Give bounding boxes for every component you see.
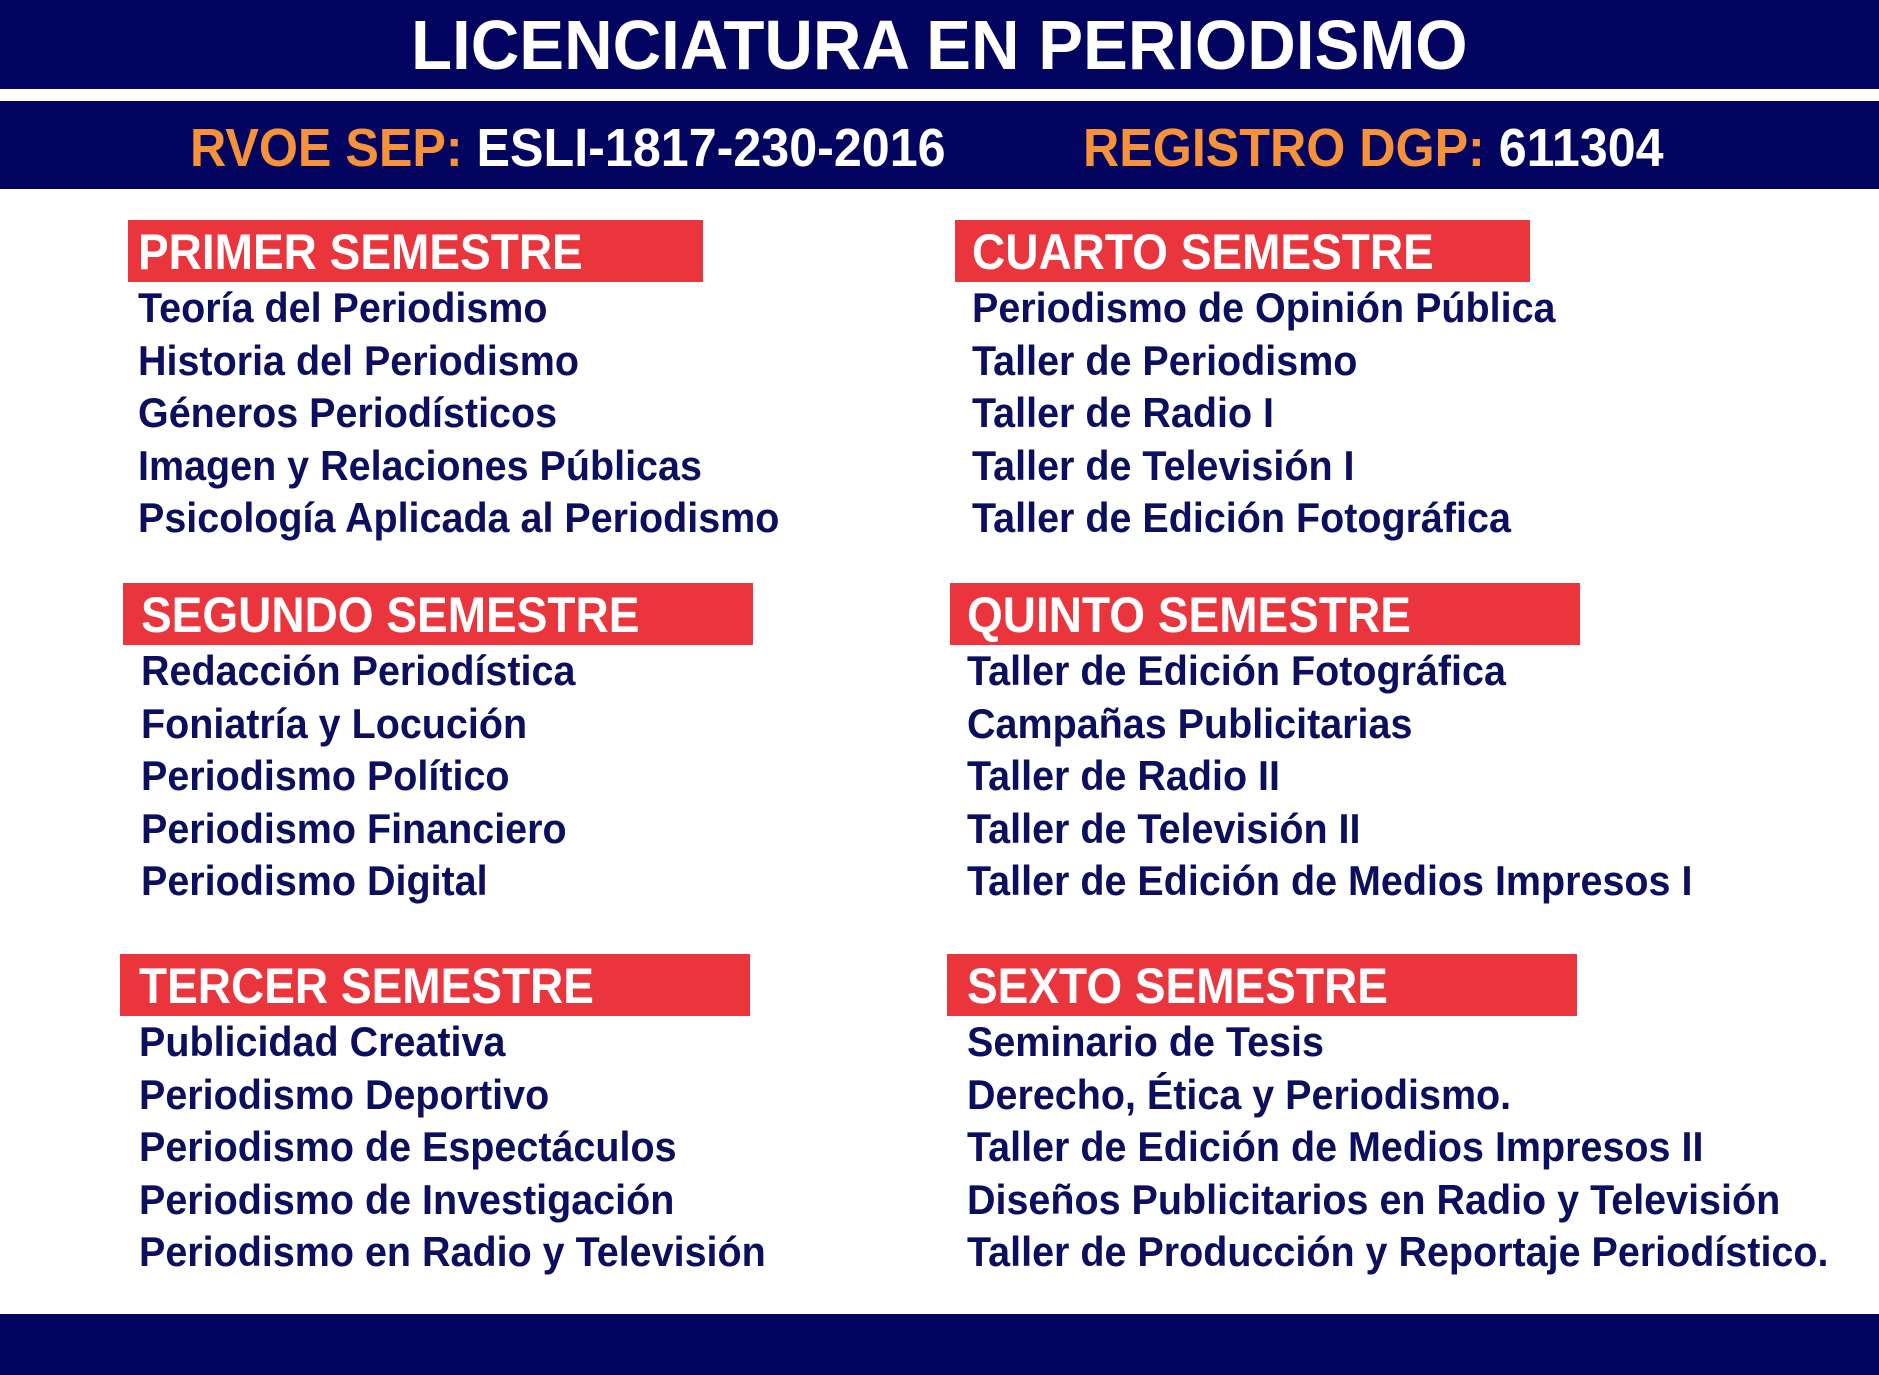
course-item: Historia del Periodismo [138, 336, 579, 384]
course-list [128, 282, 820, 545]
course-item: Taller de Radio II [967, 752, 1280, 799]
course-item: Taller de Producción y Reportaje Periodístico. [967, 1228, 1829, 1275]
semester-heading: SEGUNDO SEMESTRE [123, 583, 753, 645]
course-item: Publicidad Creativa [139, 1018, 506, 1065]
course-item: Taller de Edición Fotográfica [972, 494, 1511, 541]
course-item: Imagen y Relaciones Públicas [138, 441, 702, 489]
course-item: Periodismo Político [141, 752, 510, 799]
course-item: Seminario de Tesis [967, 1018, 1324, 1065]
course-item: Taller de Televisión I [972, 441, 1355, 489]
registration-band [0, 101, 1879, 189]
course-item: Taller de Televisión II [967, 804, 1361, 852]
course-item: Taller de Edición de Medios Impresos I [967, 857, 1693, 904]
course-list [950, 645, 1739, 908]
course-item: Periodismo de Investigación [139, 1175, 675, 1223]
page-title: LICENCIATURA EN PERIODISMO [411, 5, 1468, 84]
semester-quinto [950, 583, 1739, 908]
course-item: Teoría del Periodismo [138, 284, 548, 331]
course-item: Psicología Aplicada al Periodismo [138, 494, 780, 541]
course-item: Periodismo Digital [141, 857, 488, 904]
course-item: Taller de Periodismo [972, 336, 1358, 384]
semester-segundo [123, 583, 753, 908]
semester-primer [128, 220, 820, 545]
course-item: Taller de Radio I [972, 389, 1275, 436]
course-item: Campañas Publicitarias [967, 699, 1413, 747]
rvoe-registration [190, 119, 946, 178]
course-list [123, 645, 753, 908]
course-item: Taller de Edición Fotográfica [967, 647, 1506, 694]
course-item: Periodismo Financiero [141, 804, 567, 852]
semester-tercer [120, 954, 806, 1279]
title-band [0, 0, 1879, 89]
semester-cuarto [955, 220, 1593, 545]
semester-heading: SEXTO SEMESTRE [947, 954, 1577, 1016]
course-item: Periodismo de Opinión Pública [972, 284, 1556, 331]
course-item: Periodismo en Radio y Televisión [139, 1228, 766, 1275]
course-item: Derecho, Ética y Periodismo. [967, 1070, 1512, 1118]
semester-heading: QUINTO SEMESTRE [950, 583, 1580, 645]
course-list [955, 282, 1593, 545]
dgp-registration [1083, 119, 1664, 178]
course-item: Redacción Periodística [141, 647, 576, 694]
semester-heading: PRIMER SEMESTRE [128, 220, 703, 282]
course-item: Géneros Periodísticos [138, 389, 558, 436]
dgp-value: 611304 [1498, 118, 1664, 178]
course-item: Taller de Edición de Medios Impresos II [967, 1123, 1704, 1170]
course-list [120, 1016, 806, 1279]
course-item: Foniatría y Locución [141, 699, 528, 747]
semester-sexto [947, 954, 1879, 1279]
footer-band [0, 1314, 1879, 1375]
course-item: Periodismo de Espectáculos [139, 1123, 677, 1170]
course-item: Diseños Publicitarios en Radio y Televisión [967, 1175, 1781, 1223]
semester-heading: CUARTO SEMESTRE [955, 220, 1530, 282]
rvoe-value: ESLI-1817-230-2016 [476, 118, 946, 178]
semester-heading: TERCER SEMESTRE [120, 954, 750, 1016]
rvoe-label: RVOE SEP: [190, 118, 463, 178]
dgp-label: REGISTRO DGP: [1083, 118, 1485, 178]
course-list [947, 1016, 1879, 1279]
course-item: Periodismo Deportivo [139, 1070, 550, 1118]
